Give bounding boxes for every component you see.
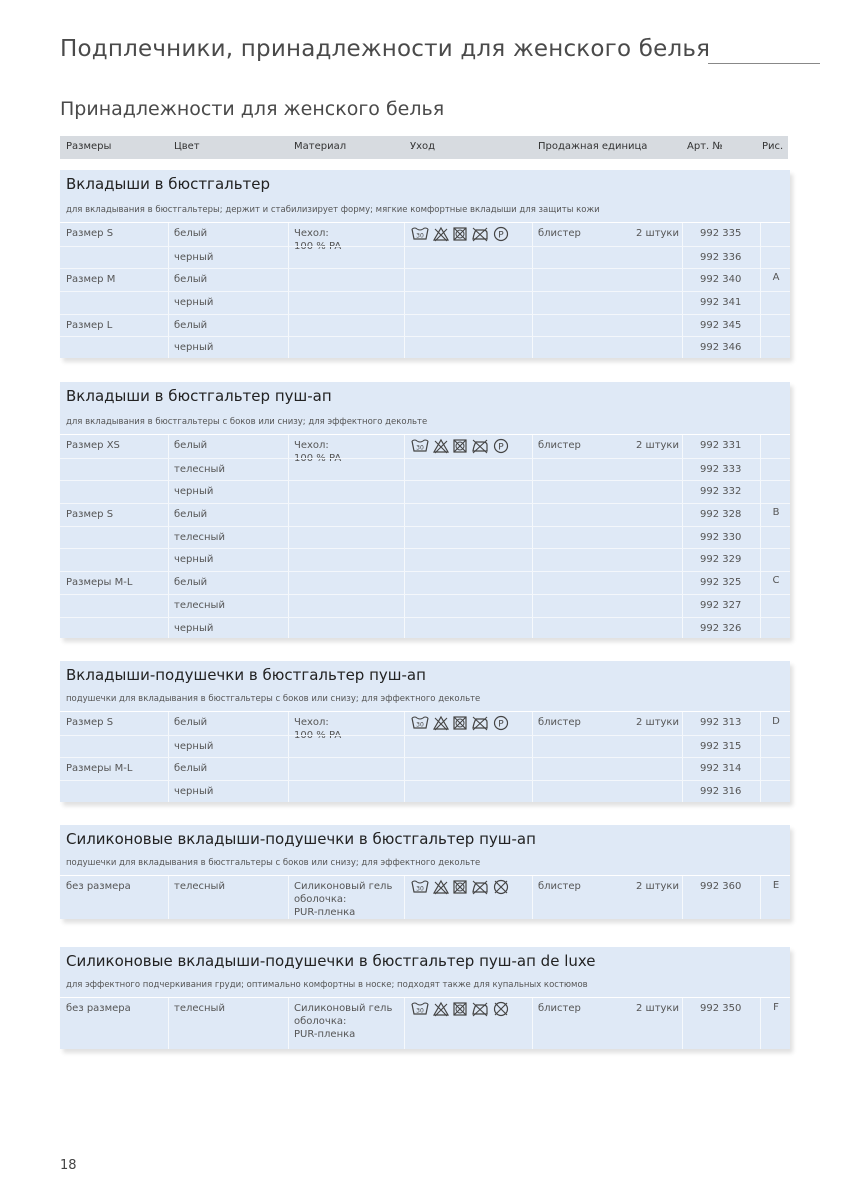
packaging-cell: блистер <box>538 717 581 728</box>
size-cell: Размер S <box>66 717 114 728</box>
care-symbols <box>410 879 510 895</box>
wash-30-icon <box>410 715 430 731</box>
color-cell: белый <box>174 440 208 451</box>
care-symbols <box>410 715 510 731</box>
color-cell: белый <box>174 319 208 331</box>
size-cell: Размер S <box>66 228 114 239</box>
table-row <box>60 223 790 252</box>
figure-column <box>760 998 790 1049</box>
svg-text:30: 30 <box>416 885 424 893</box>
block-rows <box>60 711 790 802</box>
block-description: подушечки для вкладывания в бюстгальтеры с боков или снизу; для эффектного декольте <box>66 858 481 868</box>
svg-text:30: 30 <box>416 232 424 240</box>
table-row <box>60 757 790 780</box>
block-title: Силиконовые вкладыши-подушечки в бюстгальтер пуш-ап <box>66 830 536 848</box>
color-cell: черный <box>174 486 214 498</box>
no-tumble-dry-icon <box>452 1001 468 1017</box>
color-cell: черный <box>174 342 214 354</box>
block-description: для эффектного подчеркивания груди; оптимально комфортны в носке; подходят также для купальных костюмов <box>66 980 588 990</box>
no-bleach-icon <box>432 1001 450 1017</box>
size-cell: без размера <box>66 881 131 892</box>
figure-letter: F <box>773 1002 779 1013</box>
table-row <box>60 617 790 640</box>
header-material: Материал <box>294 141 347 152</box>
color-cell: черный <box>174 786 214 798</box>
size-cell: Размер M <box>66 274 116 286</box>
article-cell: 992 328 <box>700 509 742 521</box>
page-title: Подплечники, принадлежности для женского белья <box>60 36 711 62</box>
block-rows <box>60 222 790 358</box>
svg-text:30: 30 <box>416 1007 424 1015</box>
section-title: Принадлежности для женского белья <box>60 98 445 120</box>
article-cell: 992 315 <box>700 740 742 752</box>
article-cell: 992 350 <box>700 1003 742 1014</box>
color-cell: белый <box>174 763 208 775</box>
size-cell: Размеры M-L <box>66 763 133 775</box>
table-row <box>60 458 790 481</box>
no-iron-icon <box>470 879 490 895</box>
block-title: Силиконовые вкладыши-подушечки в бюстгальтер пуш-ап de luxe <box>66 952 596 970</box>
table-row <box>60 571 790 594</box>
no-bleach-icon <box>432 715 450 731</box>
no-iron-icon <box>470 226 490 242</box>
header-article: Арт. № <box>687 141 723 152</box>
block-description: для вкладывания в бюстгальтеры с боков или снизу; для эффектного декольте <box>66 417 428 427</box>
wash-30-icon <box>410 226 430 242</box>
figure-letter: A <box>772 272 780 284</box>
color-cell: белый <box>174 274 208 286</box>
color-cell: черный <box>174 622 214 634</box>
size-cell: Размер L <box>66 319 113 331</box>
article-cell: 992 325 <box>700 577 742 589</box>
quantity-cell: 2 штуки <box>636 440 679 451</box>
block-description: для вкладывания в бюстгальтеры; держит и стабилизирует форму; мягкие комфортные вкладыши для защиты кожи <box>66 205 600 215</box>
article-cell: 992 341 <box>700 297 742 309</box>
header-color: Цвет <box>174 141 200 152</box>
packaging-cell: блистер <box>538 440 581 451</box>
block-rows <box>60 875 790 919</box>
article-cell: 992 326 <box>700 622 742 634</box>
header-figure: Рис. <box>762 141 784 152</box>
quantity-cell: 2 штуки <box>636 717 679 728</box>
table-header <box>60 136 788 159</box>
svg-text:P: P <box>498 719 504 730</box>
color-cell: телесный <box>174 1003 225 1014</box>
quantity-cell: 2 штуки <box>636 881 679 892</box>
no-iron-icon <box>470 438 490 454</box>
packaging-cell: блистер <box>538 228 581 239</box>
table-row <box>60 876 790 920</box>
table-row <box>60 435 790 464</box>
color-cell: белый <box>174 577 208 589</box>
header-care: Уход <box>410 141 436 152</box>
care-symbols <box>410 1001 510 1017</box>
block-description: подушечки для вкладывания в бюстгальтеры с боков или снизу; для эффектного декольте <box>66 694 481 704</box>
size-cell: Размер S <box>66 509 114 521</box>
no-iron-icon <box>470 1001 490 1017</box>
table-row <box>60 526 790 549</box>
block-title: Вкладыши-подушечки в бюстгальтер пуш-ап <box>66 666 426 684</box>
packaging-cell: блистер <box>538 881 581 892</box>
wash-30-icon <box>410 1001 430 1017</box>
header-unit: Продажная единица <box>538 141 648 152</box>
quantity-cell: 2 штуки <box>636 228 679 239</box>
article-cell: 992 314 <box>700 763 742 775</box>
table-row <box>60 735 790 758</box>
figure-column <box>760 876 790 919</box>
color-cell: телесный <box>174 599 225 611</box>
color-cell: белый <box>174 717 208 728</box>
figure-column <box>760 223 790 358</box>
article-cell: 992 360 <box>700 881 742 892</box>
article-cell: 992 333 <box>700 463 742 475</box>
article-cell: 992 331 <box>700 440 742 451</box>
figure-letter: C <box>772 575 780 587</box>
material-cell: Силиконовый гель оболочка: PUR-пленка <box>294 881 393 918</box>
no-dry-clean-icon <box>492 879 510 895</box>
no-tumble-dry-icon <box>452 879 468 895</box>
article-cell: 992 345 <box>700 319 742 331</box>
figure-letter: D <box>772 716 780 727</box>
article-cell: 992 346 <box>700 342 742 354</box>
care-symbols <box>410 438 510 454</box>
wash-30-icon <box>410 438 430 454</box>
table-row <box>60 314 790 337</box>
material-cell: Чехол: 100 % PA <box>294 440 342 464</box>
article-cell: 992 335 <box>700 228 742 239</box>
material-cell: Чехол: 100 % PA <box>294 228 342 252</box>
svg-text:P: P <box>498 230 504 241</box>
size-cell: без размера <box>66 1003 131 1014</box>
color-cell: белый <box>174 228 208 239</box>
article-cell: 992 330 <box>700 531 742 543</box>
color-cell: телесный <box>174 531 225 543</box>
color-cell: черный <box>174 297 214 309</box>
dry-clean-p-icon <box>492 438 510 454</box>
no-dry-clean-icon <box>492 1001 510 1017</box>
header-size: Размеры <box>66 141 112 152</box>
figure-column <box>760 712 790 802</box>
table-row <box>60 503 790 526</box>
table-row <box>60 336 790 359</box>
color-cell: черный <box>174 251 214 263</box>
article-cell: 992 316 <box>700 786 742 798</box>
table-row <box>60 712 790 741</box>
color-cell: телесный <box>174 881 225 892</box>
care-symbols <box>410 226 510 242</box>
article-cell: 992 313 <box>700 717 742 728</box>
article-cell: 992 332 <box>700 486 742 498</box>
dry-clean-p-icon <box>492 226 510 242</box>
block-title: Вкладыши в бюстгальтер <box>66 175 271 193</box>
table-row <box>60 548 790 571</box>
product-block <box>60 170 790 358</box>
quantity-cell: 2 штуки <box>636 1003 679 1014</box>
svg-text:30: 30 <box>416 721 424 729</box>
size-cell: Размеры M-L <box>66 577 133 589</box>
wash-30-icon <box>410 879 430 895</box>
color-cell: черный <box>174 554 214 566</box>
table-row <box>60 291 790 314</box>
block-rows <box>60 997 790 1049</box>
figure-letter: B <box>772 507 780 519</box>
block-title: Вкладыши в бюстгальтер пуш-ап <box>66 387 332 405</box>
table-row <box>60 246 790 269</box>
product-block <box>60 825 790 919</box>
table-row <box>60 594 790 617</box>
no-iron-icon <box>470 715 490 731</box>
no-tumble-dry-icon <box>452 226 468 242</box>
color-cell: белый <box>174 509 208 521</box>
table-row <box>60 480 790 503</box>
table-row <box>60 780 790 803</box>
no-bleach-icon <box>432 226 450 242</box>
product-block <box>60 661 790 802</box>
figure-column <box>760 435 790 638</box>
dry-clean-p-icon <box>492 715 510 731</box>
title-rule <box>708 63 820 64</box>
table-row <box>60 268 790 291</box>
packaging-cell: блистер <box>538 1003 581 1014</box>
table-row <box>60 998 790 1050</box>
material-cell: Чехол: 100 % PA <box>294 717 342 741</box>
article-cell: 992 340 <box>700 274 742 286</box>
article-cell: 992 329 <box>700 554 742 566</box>
no-tumble-dry-icon <box>452 438 468 454</box>
color-cell: черный <box>174 740 214 752</box>
svg-text:P: P <box>498 442 504 453</box>
block-rows <box>60 434 790 638</box>
material-cell: Силиконовый гель оболочка: PUR-пленка <box>294 1003 393 1040</box>
color-cell: телесный <box>174 463 225 475</box>
article-cell: 992 336 <box>700 251 742 263</box>
product-block <box>60 947 790 1049</box>
size-cell: Размер XS <box>66 440 120 451</box>
article-cell: 992 327 <box>700 599 742 611</box>
svg-text:30: 30 <box>416 444 424 452</box>
no-bleach-icon <box>432 438 450 454</box>
no-bleach-icon <box>432 879 450 895</box>
figure-letter: E <box>772 880 780 891</box>
product-block <box>60 382 790 638</box>
page-number: 18 <box>60 1158 77 1173</box>
no-tumble-dry-icon <box>452 715 468 731</box>
